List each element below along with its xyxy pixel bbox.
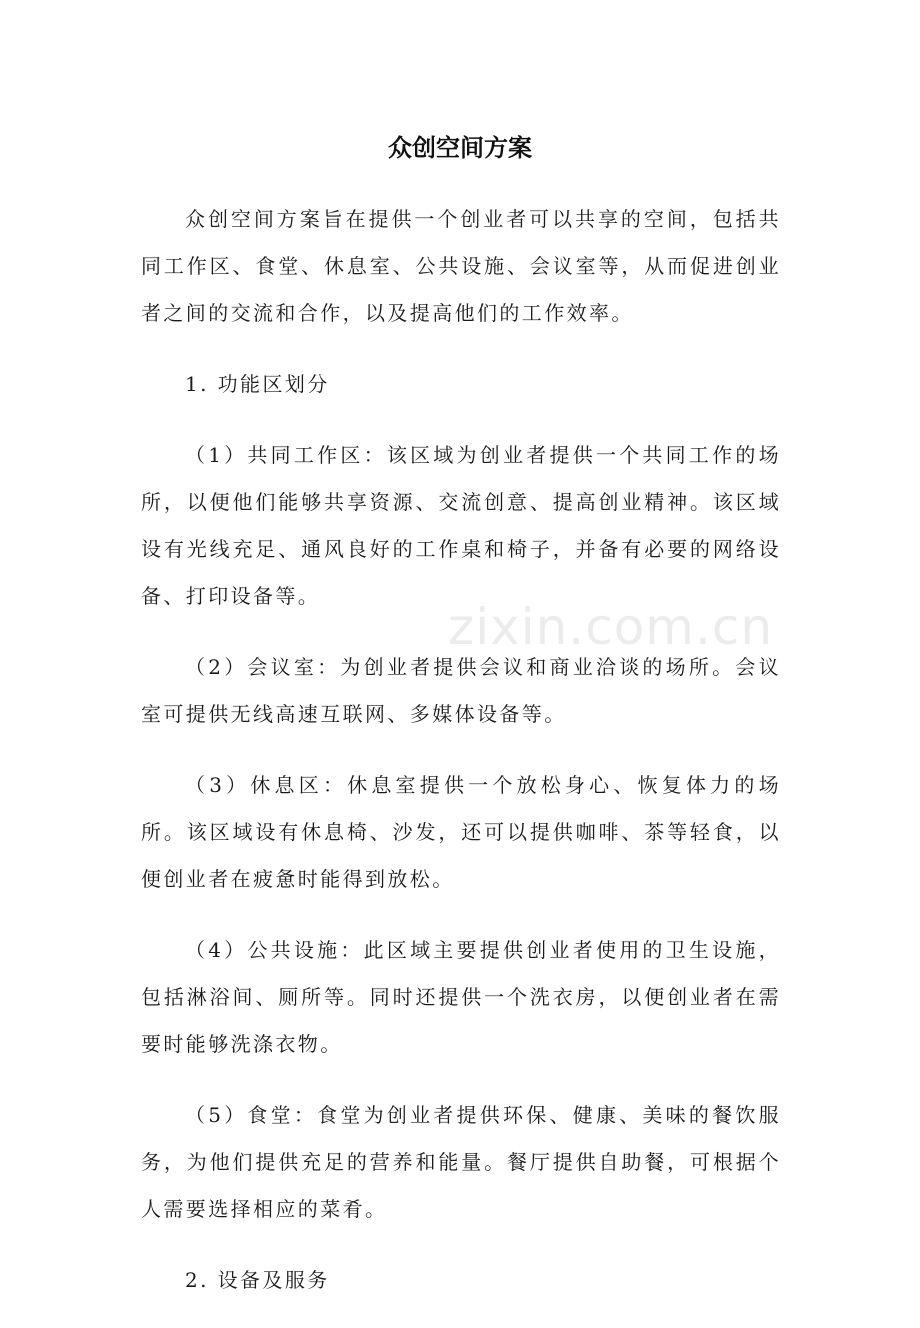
section1-item-4: （4）公共设施：此区域主要提供创业者使用的卫生设施，包括淋浴间、厕所等。同时还提供一个洗衣房，以便创业者在需要时能够洗涤衣物。 — [141, 938, 781, 1056]
section-heading-1: 1. 功能区划分 — [185, 372, 330, 396]
section-heading-2: 2. 设备及服务 — [185, 1268, 330, 1292]
document-body — [141, 196, 781, 1328]
section1-item-2: （2）会议室：为创业者提供会议和商业洽谈的场所。会议室可提供无线高速互联网、多媒体设备等。 — [141, 655, 781, 726]
page-title: 众创空间方案 — [388, 134, 532, 162]
intro-paragraph: 众创空间方案旨在提供一个创业者可以共享的空间，包括共同工作区、食堂、休息室、公共设施、会议室等，从而促进创业者之间的交流和合作，以及提高他们的工作效率。 — [141, 207, 781, 325]
section1-item-5: （5）食堂：食堂为创业者提供环保、健康、美味的餐饮服务，为他们提供充足的营养和能量。餐厅提供自助餐，可根据个人需要选择相应的菜肴。 — [141, 1103, 781, 1221]
section1-item-1: （1）共同工作区：该区域为创业者提供一个共同工作的场所，以便他们能够共享资源、交流创意、提高创业精神。该区域设有光线充足、通风良好的工作桌和椅子，并备有必要的网络设备、打印设备等。 — [141, 443, 781, 608]
watermark: zixin.com.cn — [448, 598, 774, 656]
section1-item-3: （3）休息区：休息室提供一个放松身心、恢复体力的场所。该区域设有休息椅、沙发，还可以提供咖啡、茶等轻食，以便创业者在疲惫时能得到放松。 — [141, 773, 781, 891]
